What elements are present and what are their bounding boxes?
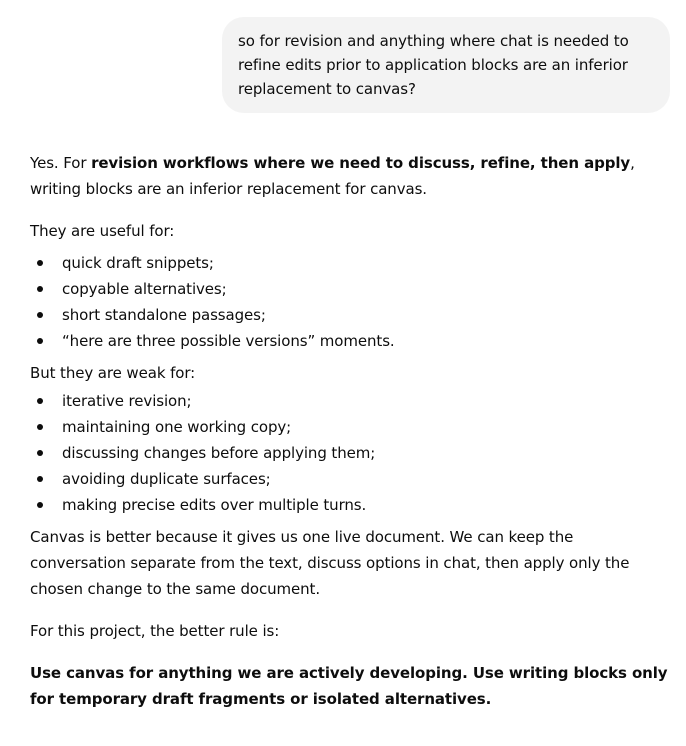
- useful-list: [30, 250, 670, 354]
- list-item: [30, 302, 670, 328]
- list-item: [30, 388, 670, 414]
- intro-prefix: Yes. For: [30, 154, 92, 172]
- list-item-text: maintaining one working copy;: [62, 418, 292, 436]
- intro-bold: revision workflows where we need to discuss, refine, then apply: [91, 154, 631, 172]
- bullet-icon: [37, 502, 43, 508]
- bullet-icon: [37, 286, 43, 292]
- list-item-text: copyable alternatives;: [62, 280, 227, 298]
- bullet-icon: [37, 312, 43, 318]
- list-item-text: “here are three possible versions” moments.: [62, 332, 395, 350]
- bullet-icon: [37, 450, 43, 456]
- assistant-message: [30, 150, 670, 712]
- bullet-icon: [37, 476, 43, 482]
- user-message-text: so for revision and anything where chat is needed to refine edits prior to application blocks are an inferior replacement to canvas?: [238, 32, 629, 98]
- rule-intro: For this project, the better rule is:: [30, 622, 280, 640]
- user-message-bubble: [222, 17, 670, 113]
- list-item-text: making precise edits over multiple turns.: [62, 496, 367, 514]
- weak-list: [30, 388, 670, 518]
- useful-heading: They are useful for:: [30, 222, 175, 240]
- list-item: [30, 466, 670, 492]
- rule-paragraph: [30, 660, 670, 712]
- list-item: [30, 492, 670, 518]
- list-item-text: discussing changes before applying them;: [62, 444, 376, 462]
- list-item: [30, 414, 670, 440]
- list-item: [30, 276, 670, 302]
- rule-bold: Use canvas for anything we are actively developing. Use writing blocks only for temporary draft fragments or isolated alternatives.: [30, 664, 668, 708]
- bullet-icon: [37, 424, 43, 430]
- bullet-icon: [37, 260, 43, 266]
- bullet-icon: [37, 338, 43, 344]
- intro-paragraph: [30, 150, 670, 202]
- list-item-text: iterative revision;: [62, 392, 192, 410]
- weak-heading: But they are weak for:: [30, 364, 196, 382]
- list-item-text: avoiding duplicate surfaces;: [62, 470, 271, 488]
- list-item-text: short standalone passages;: [62, 306, 266, 324]
- list-item: [30, 440, 670, 466]
- intro-suffix: , writing blocks are an inferior replacement for canvas.: [30, 154, 635, 198]
- list-item: [30, 328, 670, 354]
- list-item-text: quick draft snippets;: [62, 254, 214, 272]
- bullet-icon: [37, 398, 43, 404]
- canvas-paragraph: Canvas is better because it gives us one live document. We can keep the conversation separate from the text, discuss options in chat, then apply only the chosen change to the same document.: [30, 528, 630, 598]
- list-item: [30, 250, 670, 276]
